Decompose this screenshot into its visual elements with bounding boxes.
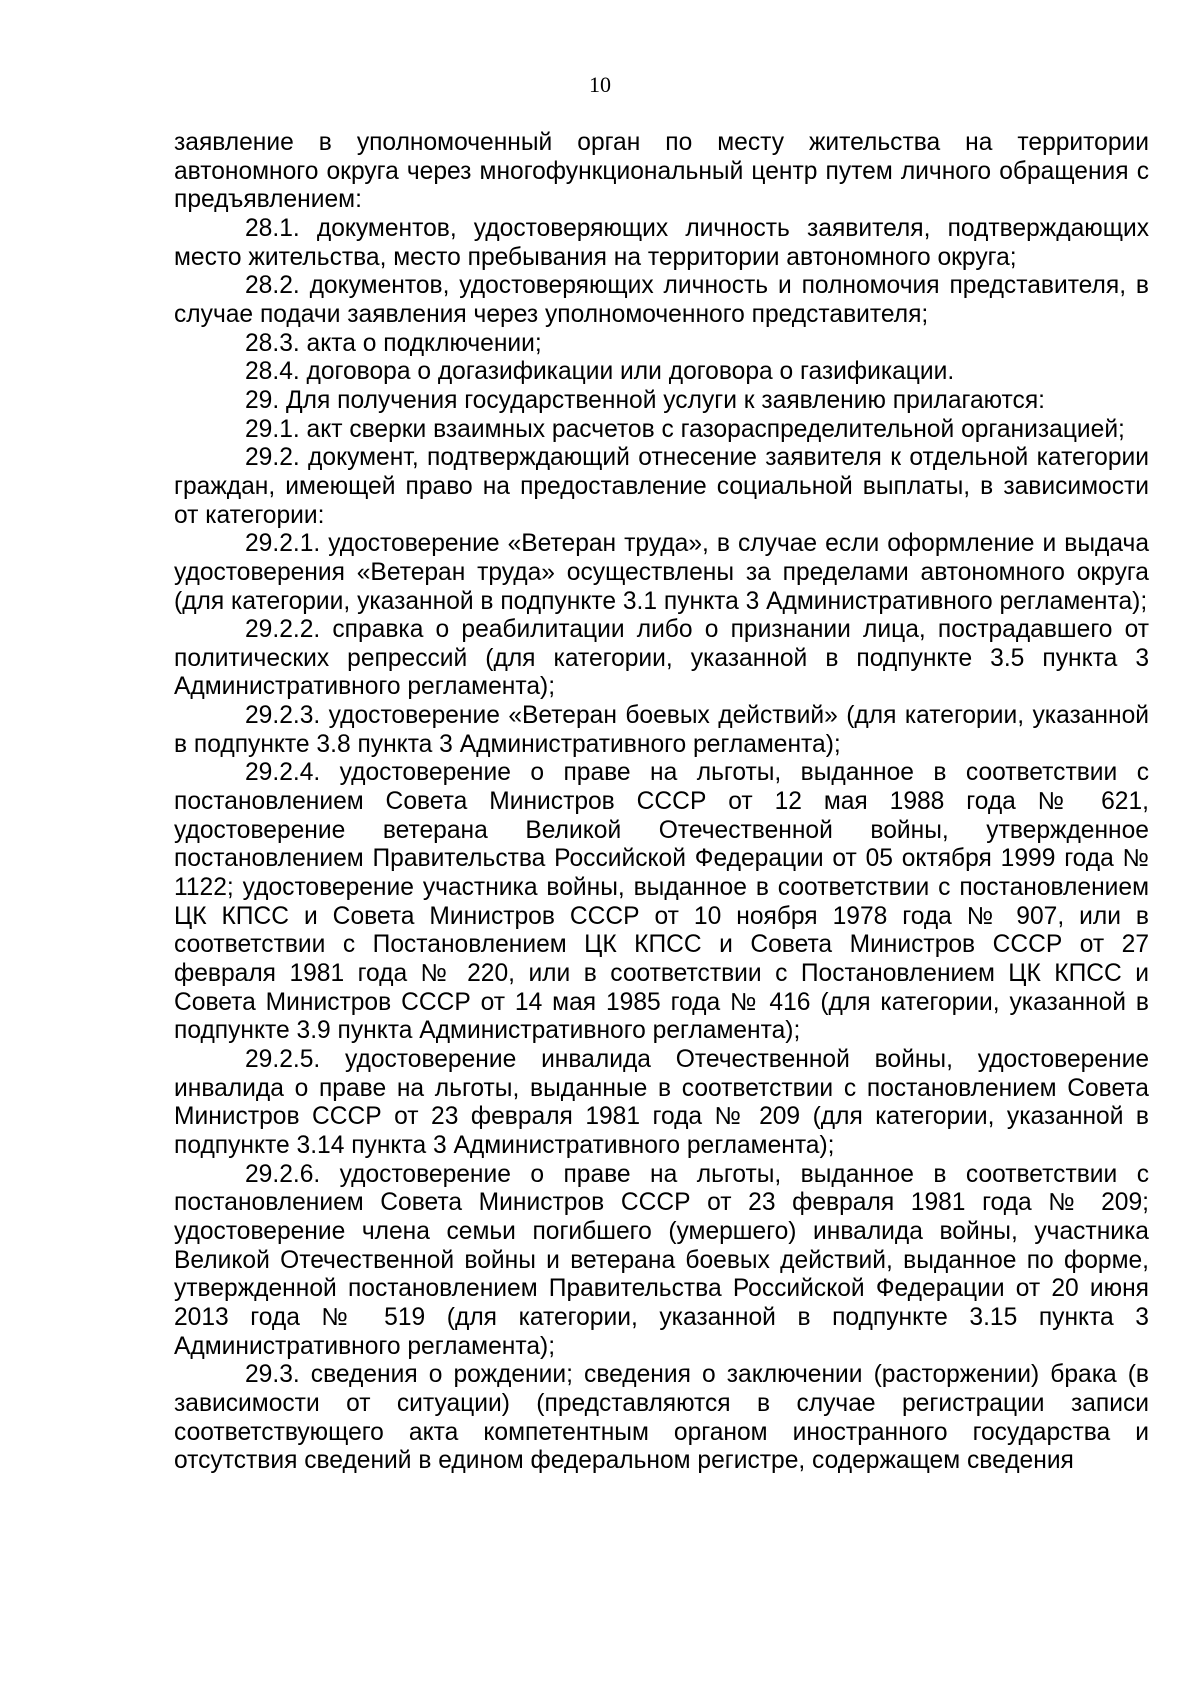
paragraph-29-2-3: 29.2.3. удостоверение «Ветеран боевых действий» (для категории, указанной в подпункте 3.8 пункта 3 Административного регламента); <box>174 702 1149 758</box>
paragraph-29-2: 29.2. документ, подтверждающий отнесение заявителя к отдельной категории граждан, имеющей право на предоставление социальной выплаты, в зависимости от категории: <box>174 444 1149 529</box>
paragraph-28-2: 28.2. документов, удостоверяющих личность и полномочия представителя, в случае подачи заявления через уполномоченного представителя; <box>174 272 1149 328</box>
document-body <box>174 129 1149 1476</box>
paragraph-29-2-4: 29.2.4. удостоверение о праве на льготы, выданное в соответствии с постановлением Совета Министров СССР от 12 мая 1988 года № 621, удостоверение ветерана Великой Отечественной войны, утвержденное постановлением Правительства Российской Федерации от 05 октября 1999 года № 1122; удостоверение участника войны, выданное в соответствии с постановлением ЦК КПСС и Совета Министров СССР от 10 ноября 1978 года № 907, или в соответствии с Постановлением ЦК КПСС и Совета Министров СССР от 27 февраля 1981 года № 220, или в соответствии с Постановлением ЦК КПСС и Совета Министров СССР от 14 мая 1985 года № 416 (для категории, указанной в подпункте 3.9 пункта Административного регламента); <box>174 759 1149 1045</box>
paragraph-29-2-2: 29.2.2. справка о реабилитации либо о признании лица, пострадавшего от политических репрессий (для категории, указанной в подпункте 3.5 пункта 3 Административного регламента); <box>174 616 1149 701</box>
paragraph-29-3: 29.3. сведения о рождении; сведения о заключении (расторжении) брака (в зависимости от ситуации) (представляются в случае регистрации записи соответствующего акта компетентным органом иностранного государства и отсутствия сведений в едином федеральном регистре, содержащем сведения <box>174 1361 1149 1475</box>
page-number: 10 <box>589 72 611 97</box>
paragraph-28-1: 28.1. документов, удостоверяющих личность заявителя, подтверждающих место жительства, место пребывания на территории автономного округа; <box>174 214 1149 271</box>
paragraph-28-4: 28.4. договора о догазификации или договора о газификации. <box>245 358 955 386</box>
paragraph-29-2-1: 29.2.1. удостоверение «Ветеран труда», в случае если оформление и выдача удостоверения «Ветеран труда» осуществлены за пределами автономного округа (для категории, указанной в подпункте 3.1 пункта 3 Административного регламента); <box>174 530 1149 615</box>
paragraph-continuation: заявление в уполномоченный орган по месту жительства на территории автономного округа через многофункциональный центр путем личного обращения с предъявлением: <box>174 129 1149 214</box>
paragraph-29-1: 29.1. акт сверки взаимных расчетов с газораспределительной организацией; <box>245 415 1125 443</box>
paragraph-29-2-6: 29.2.6. удостоверение о праве на льготы, выданное в соответствии с постановлением Совета Министров СССР от 23 февраля 1981 года № 209; удостоверение члена семьи погибшего (умершего) инвалида войны, участника Великой Отечественной войны и ветерана боевых действий, выданное по форме, утвержденной постановлением Правительства Российской Федерации от 20 июня 2013 года № 519 (для категории, указанной в подпункте 3.15 пункта 3 Административного регламента); <box>174 1160 1149 1360</box>
paragraph-29-2-5: 29.2.5. удостоверение инвалида Отечественной войны, удостоверение инвалида о праве на льготы, выданные в соответствии с постановлением Совета Министров СССР от 23 февраля 1981 года № 209 (для категории, указанной в подпункте 3.14 пункта 3 Административного регламента); <box>174 1046 1149 1159</box>
paragraph-29: 29. Для получения государственной услуги к заявлению прилагаются: <box>245 386 1045 414</box>
paragraph-28-3: 28.3. акта о подключении; <box>245 329 542 357</box>
